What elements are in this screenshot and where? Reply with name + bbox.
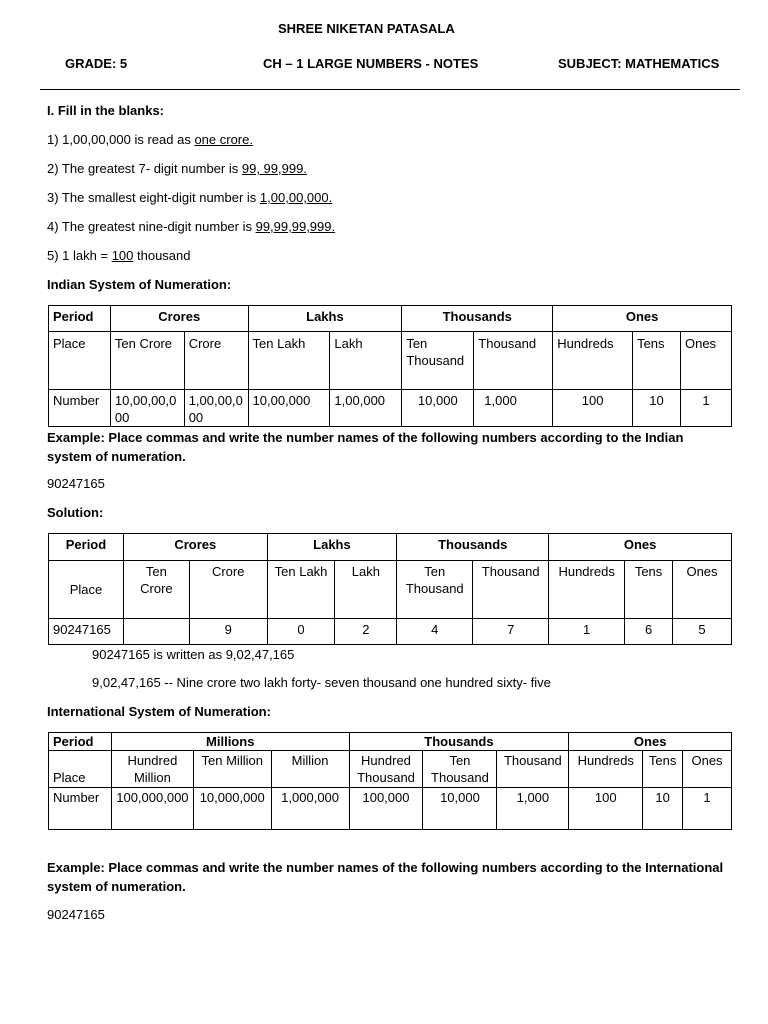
digit-cell: 6	[625, 619, 673, 645]
school-name: SHREE NIKETAN PATASALA	[278, 21, 455, 36]
written-as-line: 90247165 is written as 9,02,47,165	[92, 647, 295, 662]
place-cell: Thousand	[473, 561, 549, 619]
period-lakhs: Lakhs	[267, 534, 397, 561]
fill-blank-item: 4) The greatest nine-digit number is 99,99,99,999.	[47, 219, 336, 234]
number-cell: 10,000,000	[193, 788, 271, 830]
period-ones: Ones	[569, 733, 732, 751]
number-cell: 10,00,00,000	[110, 390, 184, 427]
place-cell: Ones	[680, 332, 731, 390]
number-name-line: 9,02,47,165 -- Nine crore two lakh forty- seven thousand one hundred sixty- five	[92, 675, 551, 690]
chapter-title: CH – 1 LARGE NUMBERS - NOTES	[263, 56, 479, 71]
number-cell: 10,000	[423, 788, 497, 830]
digit-cell: 9	[189, 619, 267, 645]
number-label: Number	[49, 390, 111, 427]
place-label: Place	[49, 751, 112, 788]
place-cell: Ones	[683, 751, 732, 788]
period-millions: Millions	[111, 733, 349, 751]
number-cell: 1,000	[497, 788, 569, 830]
indian-system-heading: Indian System of Numeration:	[47, 277, 232, 292]
place-cell: Ten Crore	[123, 561, 189, 619]
example-prompt-indian: Example: Place commas and write the number names of the following numbers according to the Indian system of numeration.	[47, 430, 684, 464]
place-cell: Thousand	[497, 751, 569, 788]
digit-cell: 4	[397, 619, 473, 645]
fill-blank-item: 3) The smallest eight-digit number is 1,00,00,000.	[47, 190, 333, 205]
place-cell: Hundreds	[549, 561, 625, 619]
period-ones: Ones	[549, 534, 732, 561]
subject-label: SUBJECT: MATHEMATICS	[558, 56, 720, 71]
place-cell: Tens	[643, 751, 683, 788]
number-cell: 10	[643, 788, 683, 830]
header-divider	[40, 89, 740, 90]
number-cell: 100,000	[349, 788, 423, 830]
number-cell: 100	[553, 390, 633, 427]
place-cell: Crore	[189, 561, 267, 619]
fill-blank-item: 5) 1 lakh = 100 thousand	[47, 248, 191, 263]
international-system-table	[48, 732, 732, 830]
place-cell: Million	[271, 751, 349, 788]
number-cell: 1,000,000	[271, 788, 349, 830]
number-cell: 1	[680, 390, 731, 427]
place-cell: Tens	[633, 332, 681, 390]
place-cell: Ten Thousand	[402, 332, 474, 390]
digit-cell	[123, 619, 189, 645]
place-cell: Lakh	[330, 332, 402, 390]
row-label: 90247165	[49, 619, 124, 645]
period-crores: Crores	[110, 306, 248, 332]
period-crores: Crores	[123, 534, 267, 561]
number-cell: 10,00,000	[248, 390, 330, 427]
period-thousands: Thousands	[397, 534, 549, 561]
place-label: Place	[49, 332, 111, 390]
period-thousands: Thousands	[349, 733, 569, 751]
digit-cell: 0	[267, 619, 335, 645]
place-cell: Hundreds	[553, 332, 633, 390]
period-thousands: Thousands	[402, 306, 553, 332]
fill-blanks-heading: I. Fill in the blanks:	[47, 103, 165, 118]
place-cell: Crore	[184, 332, 248, 390]
period-lakhs: Lakhs	[248, 306, 402, 332]
place-cell: Hundred Million	[111, 751, 193, 788]
number-cell: 100	[569, 788, 643, 830]
place-cell: Ones	[673, 561, 732, 619]
place-cell: Ten Thousand	[423, 751, 497, 788]
example-prompt-international: Example: Place commas and write the number names of the following numbers according to the International system of numeration.	[47, 860, 724, 894]
place-label: Place	[49, 561, 124, 619]
solution-table	[48, 533, 732, 645]
place-cell: Ten Thousand	[397, 561, 473, 619]
international-system-heading: International System of Numeration:	[47, 704, 271, 719]
place-cell: Hundred Thousand	[349, 751, 423, 788]
example-number-international: 90247165	[47, 907, 105, 922]
period-label: Period	[49, 534, 124, 561]
digit-cell: 1	[549, 619, 625, 645]
number-cell: 10	[633, 390, 681, 427]
indian-system-table	[48, 305, 732, 427]
place-cell: Tens	[625, 561, 673, 619]
place-cell: Ten Crore	[110, 332, 184, 390]
place-cell: Hundreds	[569, 751, 643, 788]
place-cell: Lakh	[335, 561, 397, 619]
period-ones: Ones	[553, 306, 732, 332]
fill-blank-item: 1) 1,00,00,000 is read as one crore.	[47, 132, 253, 147]
solution-label: Solution:	[47, 505, 104, 520]
digit-cell: 2	[335, 619, 397, 645]
number-cell: 100,000,000	[111, 788, 193, 830]
place-cell: Ten Lakh	[267, 561, 335, 619]
number-cell: 1,000	[474, 390, 553, 427]
fill-blank-item: 2) The greatest 7- digit number is 99, 99,999.	[47, 161, 307, 176]
grade-label: GRADE: 5	[65, 56, 128, 71]
number-cell: 10,000	[402, 390, 474, 427]
place-cell: Thousand	[474, 332, 553, 390]
number-cell: 1,00,000	[330, 390, 402, 427]
period-label: Period	[49, 306, 111, 332]
number-label: Number	[49, 788, 112, 830]
place-cell: Ten Million	[193, 751, 271, 788]
example-number: 90247165	[47, 476, 105, 491]
period-label: Period	[49, 733, 112, 751]
number-cell: 1	[683, 788, 732, 830]
digit-cell: 7	[473, 619, 549, 645]
digit-cell: 5	[673, 619, 732, 645]
place-cell: Ten Lakh	[248, 332, 330, 390]
number-cell: 1,00,00,000	[184, 390, 248, 427]
